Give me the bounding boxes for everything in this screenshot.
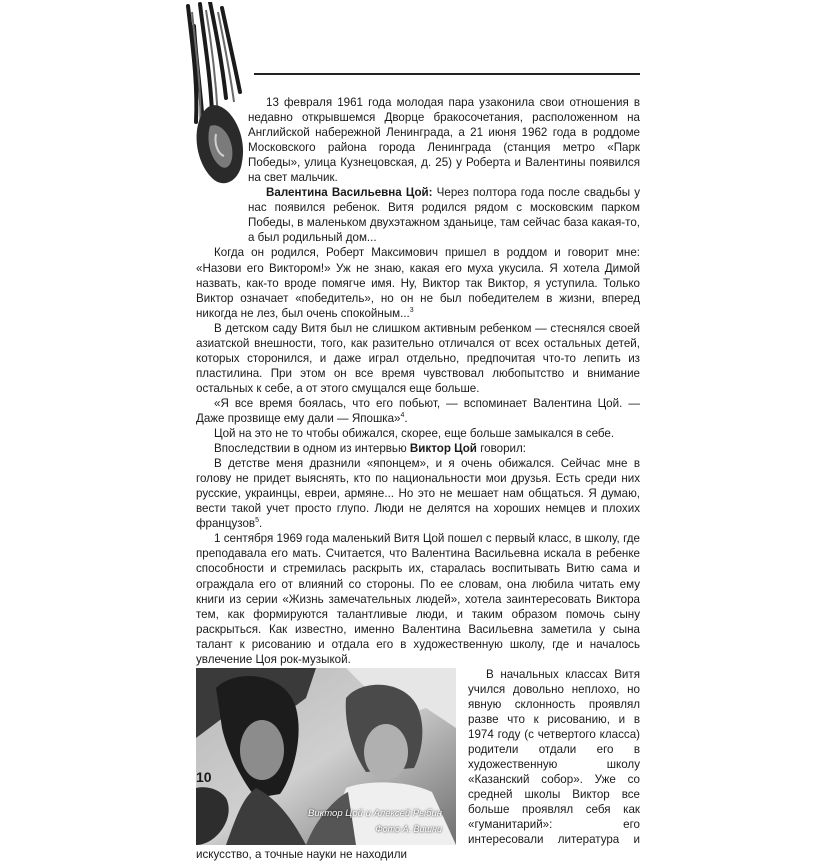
footnote-ref: 3	[409, 306, 414, 314]
photo-block	[196, 668, 456, 845]
paragraph-naming	[196, 245, 640, 320]
paragraph-birth: 13 февраля 1961 года молодая пара узаконила свои отношения в недавно открывшемся Дворце бракосочетания, расположенном на Английской набережной Ленинграда, а 21 июня 1962 года в роддоме Московского района города Ленинграда (станция метро «Парк Победы», улица Кузнецовская, д. 25) у Роберта и Валентины появился на свет мальчик.	[248, 96, 640, 185]
body-text	[196, 95, 640, 862]
paragraph-interview-intro	[196, 441, 640, 456]
page-number: 10	[196, 769, 212, 785]
paragraph-reaction: Цой на это не то чтобы обижался, скорее, еще больше замыкался в себе.	[214, 427, 615, 441]
quote-text: «Я все время боялась, что его побьют, — вспоминает Валентина Цой. — Даже прозвище ему дали — Япошка»	[196, 396, 640, 425]
text-wrap-around-art	[196, 95, 640, 245]
photo-caption: Виктор Цой и Алексей Рыбин	[308, 807, 442, 819]
paragraph-yaposhka: «Я все время боялась, что его побьют, — вспоминает Валентина Цой. — Даже прозвище ему дали — Япошка»$^4$.	[196, 396, 640, 425]
photo	[196, 668, 456, 845]
footnote-ref: 5	[255, 517, 259, 525]
speaker-name: Виктор Цой	[409, 442, 477, 456]
paragraph-kindergarten: В детском саду Витя был не слишком активным ребенком — стеснялся своей азиатской внешности, того, как разительно отличался от всех остальных детей, которых сторонился, и даже играл отдельно, предпочитая что-то лепить из пластилина. При этом он все время чувствовал любопытство и внимание остальных к себе, а от этого смущался еще больше.	[196, 321, 640, 395]
photo-credit: Фото А. Вишни	[375, 823, 442, 834]
quote-text: В детстве меня дразнили «японцем», и я очень обижался. Сейчас мне в голову не придет выяснять, кто по национальности мои друзья. Есть среди них русские, украинцы, евреи, армяне... Но это не мешает нам общаться. Я думаю, вести такой учет просто глупо. Люди не делятся на хороших немцев и плохих французов	[196, 457, 640, 531]
quote-text: Через полтора года после свадьбы у нас появился ребенок. Витя родился рядом с московским парком Победы, в маленьком двухэтажном зданьице, там сейчас база какая-то, а был родильный дом...	[248, 186, 640, 245]
header-rule	[254, 73, 640, 75]
text-span: Впоследствии в одном из интервью	[214, 442, 407, 456]
quote-text: Когда он родился, Роберт Максимович пришел в роддом и говорит мне: «Назови его Виктором!» Уж не знаю, какая его муха укусила. Я хотела Димой назвать, как-то вроде помягче имя. Ну, Виктор так Виктор, я уступила. Только Виктор означает «победитель», но он не был победителем в жизни, вперед никогда не лез, был очень спокойным...	[196, 246, 640, 320]
paragraph-valentina-quote	[248, 185, 640, 245]
speaker-name: Валентина Васильевна Цой:	[266, 186, 433, 200]
footnote-ref: 4	[400, 412, 405, 420]
paragraph-primary-school: В начальных классах Витя учился довольно неплохо, но явную склонность проявлял разве что к рисованию, и в 1974 году (с четвертого класса) родители отдали его в художественную школу «Казанский собор». Уже со средней школы Виктор все больше проявлял себя как «гуманитарий»: его интересовали литература и искусство, а точные науки не находили	[196, 667, 640, 862]
text-span: говорил:	[480, 442, 526, 456]
paragraph-viktor-quote: В детстве меня дразнили «японцем», и я очень обижался. Сейчас мне в голову не придет выяснять, кто по национальности мои друзья. Есть среди них русские, украинцы, евреи, армяне... Но это не мешает нам общаться. Я думаю, вести такой учет просто глупо. Люди не делятся на хороших немцев и плохих французов$^5$.	[196, 457, 640, 531]
paragraph-school: 1 сентября 1969 года маленький Витя Цой пошел с первый класс, в школу, где преподавала его мать. Считается, что Валентина Васильевна искала в ребенке способности и стремилась раскрыть их, старалась воспитывать Витю сама и ограждала его от влияний со стороны. По ее словам, она любила читать ему книги из серии «Жизнь замечательных людей», хотела заинтересовать Виктора тем, как формируются талантливые люди, и таким образом помочь сыну раскрыться. Как известно, именно Валентина Васильевна заметила у сына талант к рисованию и отдала его в художественную школу, где и началось увлечение Цоя рок-музыкой.	[196, 532, 640, 666]
